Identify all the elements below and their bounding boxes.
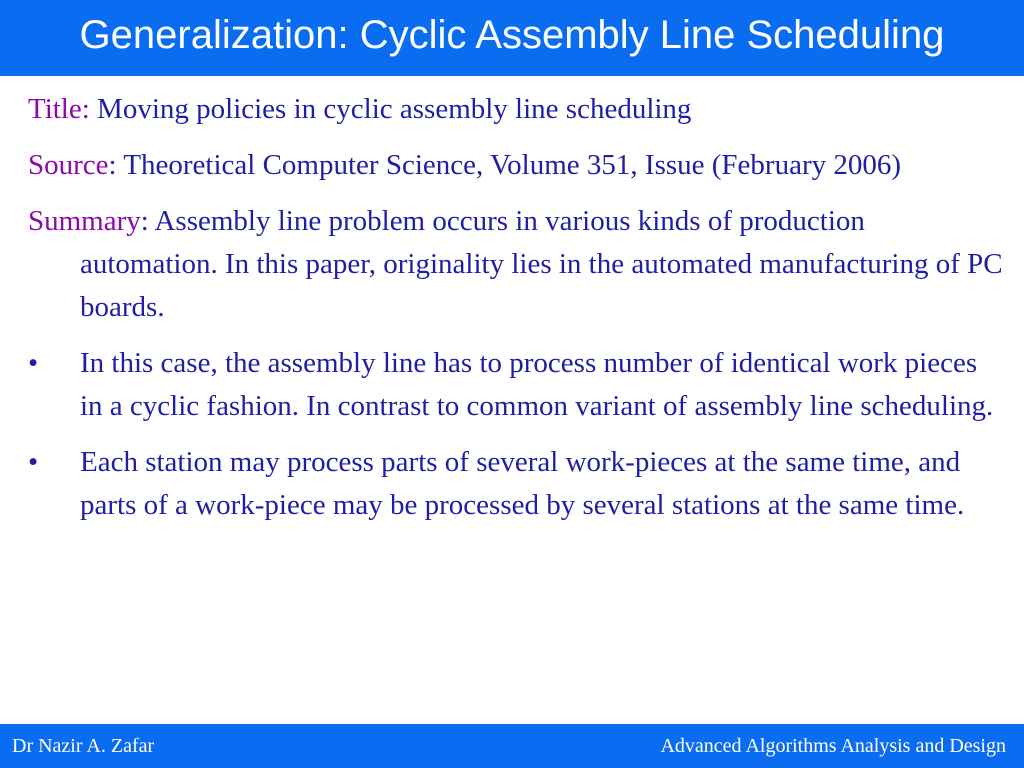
slide-title: Generalization: Cyclic Assembly Line Scheduling (79, 13, 945, 57)
bullet-text: Each station may process parts of several work-pieces at the same time, and parts of a work-piece may be processed by several stations at the same time. (80, 446, 965, 521)
title-paragraph (28, 88, 1003, 131)
author-name: Dr Nazir A. Zafar (12, 735, 155, 757)
summary-label: Summary (28, 205, 141, 237)
slide-footer (0, 724, 1024, 768)
summary-value: : Assembly line problem occurs in various kinds of production automation. In this paper, originality lies in the automated manufacturing of PC boards. (80, 205, 1003, 323)
source-value: : Theoretical Computer Science, Volume 351, Issue (February 2006) (108, 149, 902, 181)
slide-content (28, 88, 1003, 540)
course-title: Advanced Algorithms Analysis and Design (660, 735, 1006, 757)
bullet-item (28, 441, 1003, 527)
title-label: Title: (28, 93, 90, 125)
title-value: Moving policies in cyclic assembly line scheduling (89, 93, 692, 125)
bullet-dot-icon: • (28, 347, 39, 379)
source-paragraph (28, 144, 1003, 187)
slide-title-bar (0, 0, 1024, 76)
bullet-dot-icon: • (28, 446, 39, 478)
bullet-item (28, 342, 1003, 428)
summary-paragraph (28, 200, 1003, 329)
bullet-text: In this case, the assembly line has to process number of identical work pieces in a cyclic fashion. In contrast to common variant of assembly line scheduling. (80, 347, 994, 422)
source-label: Source (28, 149, 109, 181)
